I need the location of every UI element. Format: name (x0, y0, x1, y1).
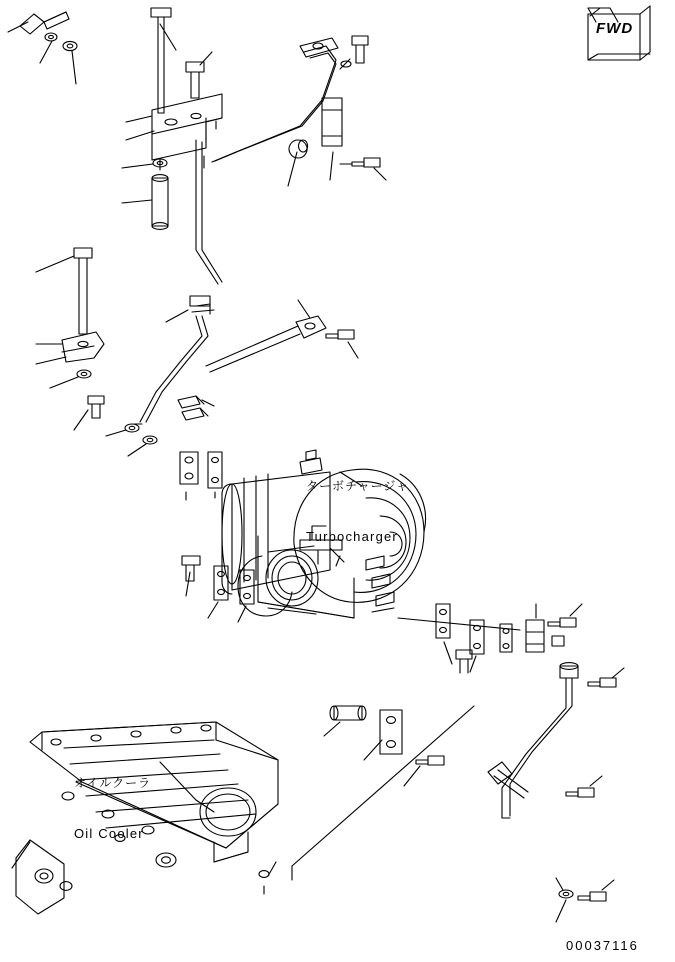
pin-and-washer-upper (122, 159, 168, 229)
long-bolt-top (151, 8, 176, 113)
hardware-below-turbo-right (436, 604, 484, 673)
upper-bracket (126, 94, 222, 170)
label-oil-cooler (74, 740, 151, 879)
bolt-clamp-right (340, 158, 386, 180)
label-oil-cooler-jp: オイルクーラ (74, 775, 152, 790)
oil-cooler-label-leader (160, 762, 196, 800)
part-number: 00037116 (566, 938, 639, 953)
label-turbocharger-jp: ターボチャージャ (306, 478, 410, 493)
label-oil-cooler-en: Oil Cooler (74, 826, 144, 842)
hardware-lower-right (556, 776, 614, 922)
bolt-tube-top-right (340, 36, 368, 69)
center-bottom-bracket (292, 706, 474, 880)
fwd-label: FWD (596, 20, 634, 37)
mid-oil-tube (134, 296, 358, 424)
label-turbocharger (306, 443, 409, 582)
label-turbocharger-en: Turbocharger (306, 529, 398, 545)
hardware-top-left (8, 12, 77, 84)
hardware-mid-left-turbo (74, 396, 222, 500)
bolt-upper-2 (186, 52, 212, 98)
bolt-mid-left (36, 248, 92, 334)
mid-left-bracket (36, 332, 104, 388)
upper-oil-tube (196, 38, 338, 284)
hardware-below-turbo-left (182, 556, 254, 622)
